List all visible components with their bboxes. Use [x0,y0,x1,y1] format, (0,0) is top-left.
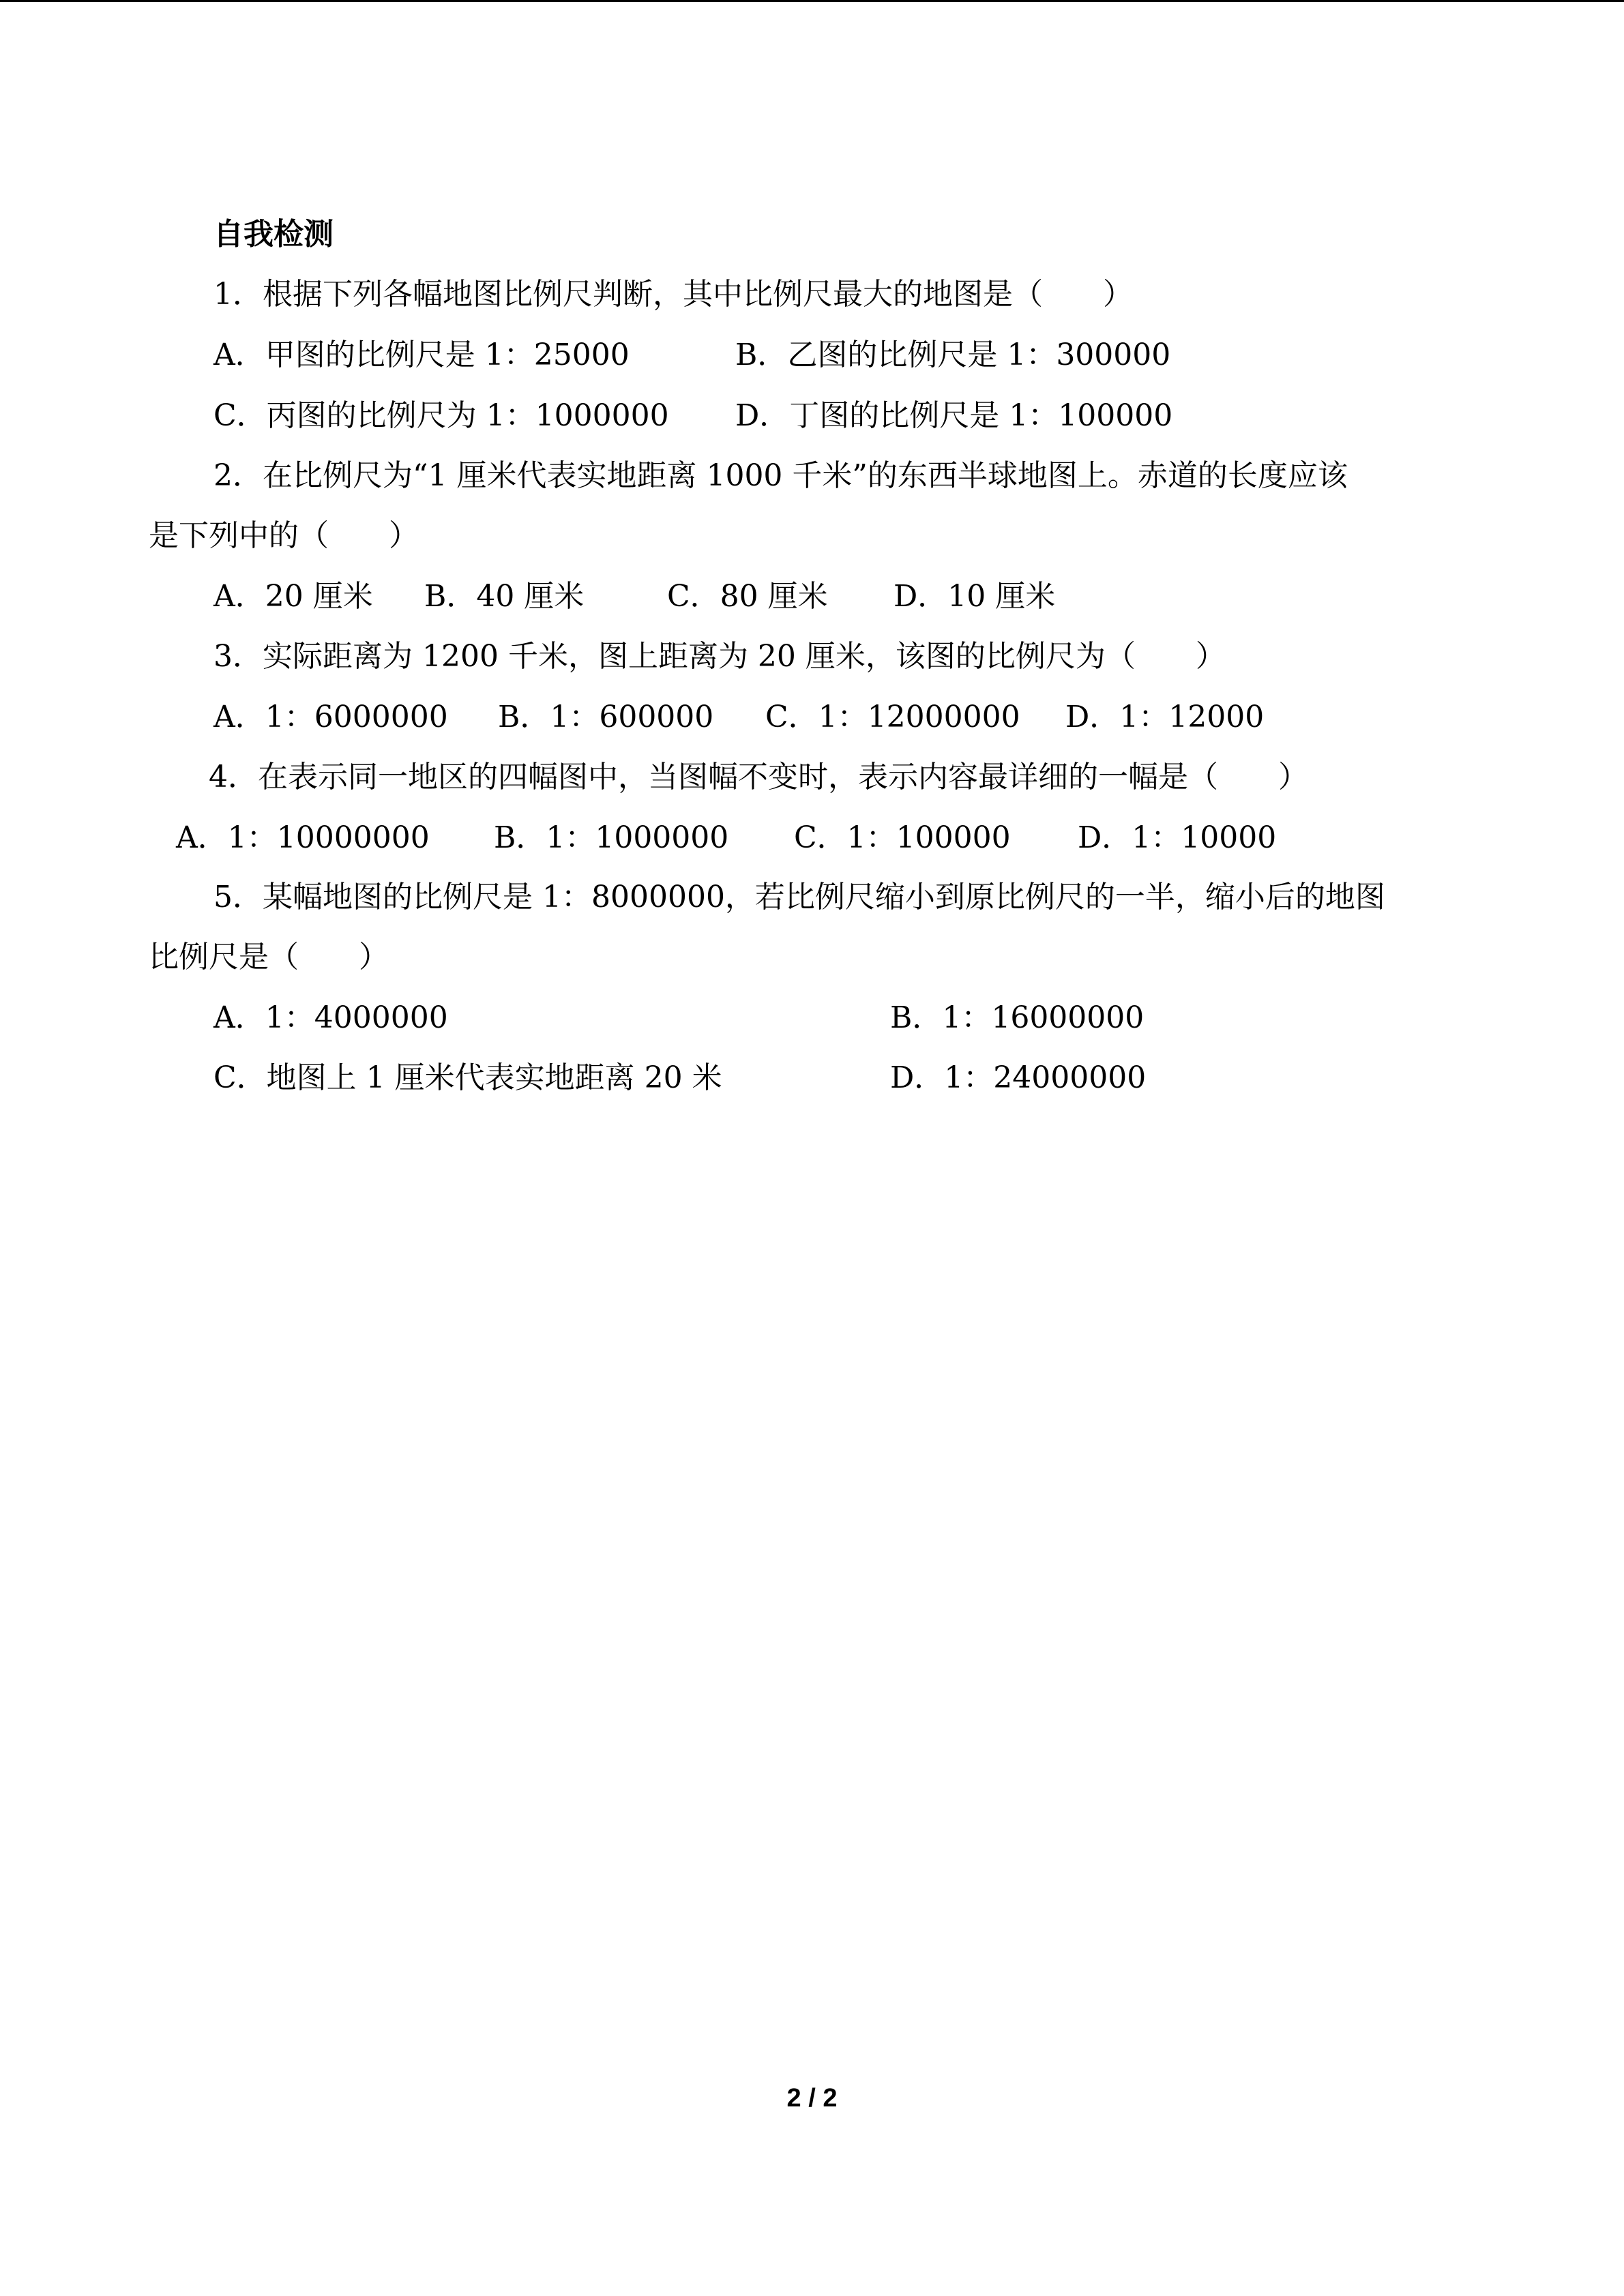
question-2-option-a: A．20 厘米 [213,579,373,614]
question-5-option-d: D．1：24000000 [890,1060,1147,1095]
section-heading: 自我检测 [213,217,334,252]
question-2-stem: 2．在比例尺为“1 厘米代表实地距离 1000 千米”的东西半球地图上。赤道的长度应该 [213,458,1348,493]
question-1-option-b: B．乙图的比例尺是 1：300000 [735,338,1171,372]
top-border-rule [0,0,1624,2]
question-3-option-d: D．1：12000 [1065,700,1265,734]
question-3-option-a: A．1：6000000 [213,700,448,734]
question-5-option-b: B．1：16000000 [890,1000,1145,1035]
question-5-option-a: A．1：4000000 [213,1000,448,1035]
question-5-option-c: C．地图上 1 厘米代表实地距离 20 米 [213,1060,722,1095]
question-3-option-b: B．1：600000 [498,700,714,734]
question-5-stem: 5．某幅地图的比例尺是 1：8000000，若比例尺缩小到原比例尺的一半，缩小后的地图 [213,880,1385,914]
question-1-option-a: A．甲图的比例尺是 1：25000 [213,338,630,372]
question-2-option-c: C．80 厘米 [667,579,828,614]
question-2-option-b: B．40 厘米 [424,579,585,614]
question-4-stem: 4．在表示同一地区的四幅图中，当图幅不变时，表示内容最详细的一幅是（ ） [209,760,1308,794]
question-4-option-c: C．1：100000 [794,820,1011,855]
question-4-option-d: D．1：10000 [1078,820,1277,855]
question-2-stem-continued: 是下列中的（ ） [149,518,419,553]
question-5-stem-continued: 比例尺是（ ） [149,940,389,974]
question-3-option-c: C．1：12000000 [765,700,1020,734]
question-1-stem: 1．根据下列各幅地图比例尺判断，其中比例尺最大的地图是（ ） [213,277,1133,312]
question-4-option-b: B．1：1000000 [494,820,729,855]
question-1-option-c: C．丙图的比例尺为 1：1000000 [213,398,669,433]
question-4-option-a: A．1：10000000 [176,820,430,855]
question-2-option-d: D．10 厘米 [894,579,1056,614]
question-1-option-d: D．丁图的比例尺是 1：100000 [735,398,1173,433]
question-3-stem: 3．实际距离为 1200 千米，图上距离为 20 厘米，该图的比例尺为（ ） [213,639,1226,674]
page-number: 2 / 2 [786,2084,838,2113]
